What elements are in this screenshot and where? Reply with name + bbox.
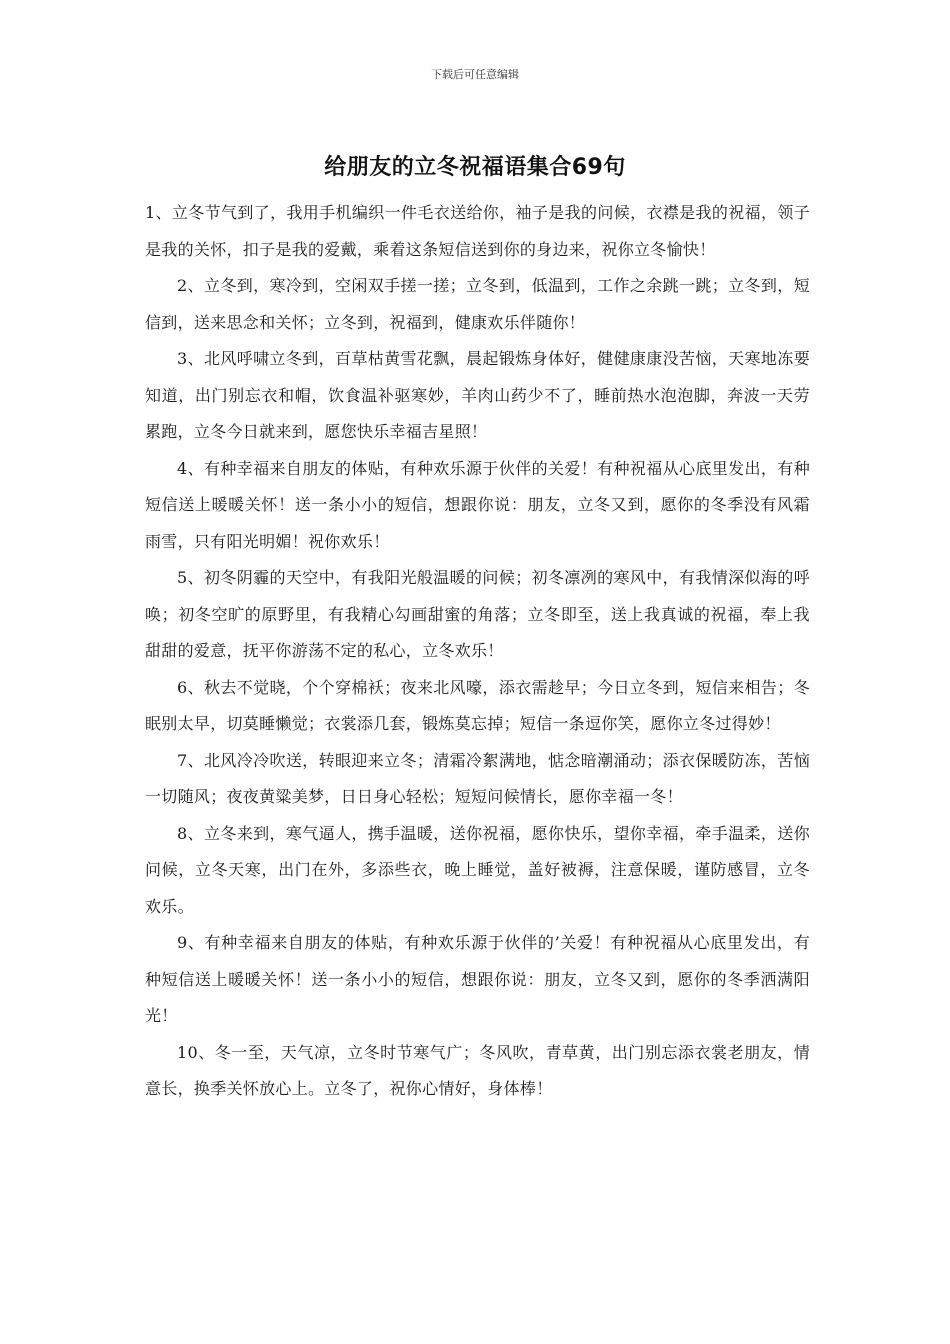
paragraph-10: 10、冬一至，天气凉，立冬时节寒气广；冬风吹，青草黄，出门别忘添衣裳老朋友，情意长，换季关怀放心上。立冬了，祝你心情好，身体棒！ — [145, 1042, 810, 1098]
paragraph-4: 4、有种幸福来自朋友的体贴，有种欢乐源于伙伴的关爱！有种祝福从心底里发出，有种短信送上暖暖关怀！送一条小小的短信，想跟你说：朋友，立冬又到，愿你的冬季没有风霜雨雪，只有阳光明媚！祝你欢乐！ — [145, 458, 810, 551]
document-title: 给朋友的立冬祝福语集合69句 — [324, 155, 626, 180]
paragraph-5: 5、初冬阴霾的天空中，有我阳光般温暖的问候；初冬凛冽的寒风中，有我情深似海的呼唤；初冬空旷的原野里，有我精心勾画甜蜜的角落；立冬即至，送上我真诚的祝福，奉上我甜甜的爱意，抚平你游荡不定的私心，立冬欢乐！ — [145, 568, 810, 660]
paragraph-9: 9、有种幸福来自朋友的体贴，有种欢乐源于伙伴的’关爱！有种祝福从心底里发出，有种短信送上暖暖关怀！送一条小小的短信，想跟你说：朋友，立冬又到，愿你的冬季洒满阳光！ — [145, 933, 810, 1025]
paragraph-6: 6、秋去不觉晓，个个穿棉袄；夜来北风嚎，添衣需趁早；今日立冬到，短信来相告；冬眠别太早，切莫睡懒觉；衣裳添几套，锻炼莫忘掉；短信一条逗你笑，愿你立冬过得妙！ — [145, 677, 810, 733]
paragraph-1: 1、立冬节气到了，我用手机编织一件毛衣送给你，袖子是我的问候，衣襟是我的祝福，领子是我的关怀，扣子是我的爱戴，乘着这条短信送到你的身边来，祝你立冬愉快！ — [145, 203, 810, 259]
paragraph-8: 8、立冬来到，寒气逼人，携手温暖，送你祝福，愿你快乐，望你幸福，牵手温柔，送你问候，立冬天寒，出门在外，多添些衣，晚上睡觉，盖好被褥，注意保暖，谨防感冒，立冬欢乐。 — [145, 823, 810, 916]
page-header-note: 下载后可任意编辑 — [431, 68, 519, 81]
document-body — [145, 195, 810, 1108]
paragraph-3: 3、北风呼啸立冬到，百草枯黄雪花飘，晨起锻炼身体好，健健康康没苦恼，天寒地冻要知道，出门别忘衣和帽，饮食温补驱寒妙，羊肉山药少不了，睡前热水泡泡脚，奔波一天劳累跑，立冬今日就来到，愿您快乐幸福吉星照！ — [145, 349, 810, 441]
paragraph-7: 7、北风冷冷吹送，转眼迎来立冬；清霜冷絮满地，惦念暗潮涌动；添衣保暖防冻，苦恼一切随风；夜夜黄粱美梦，日日身心轻松；短短问候情长，愿你幸福一冬！ — [145, 750, 810, 806]
paragraph-2: 2、立冬到，寒冷到，空闲双手搓一搓；立冬到，低温到，工作之余跳一跳；立冬到，短信到，送来思念和关怀；立冬到，祝福到，健康欢乐伴随你！ — [145, 276, 810, 332]
